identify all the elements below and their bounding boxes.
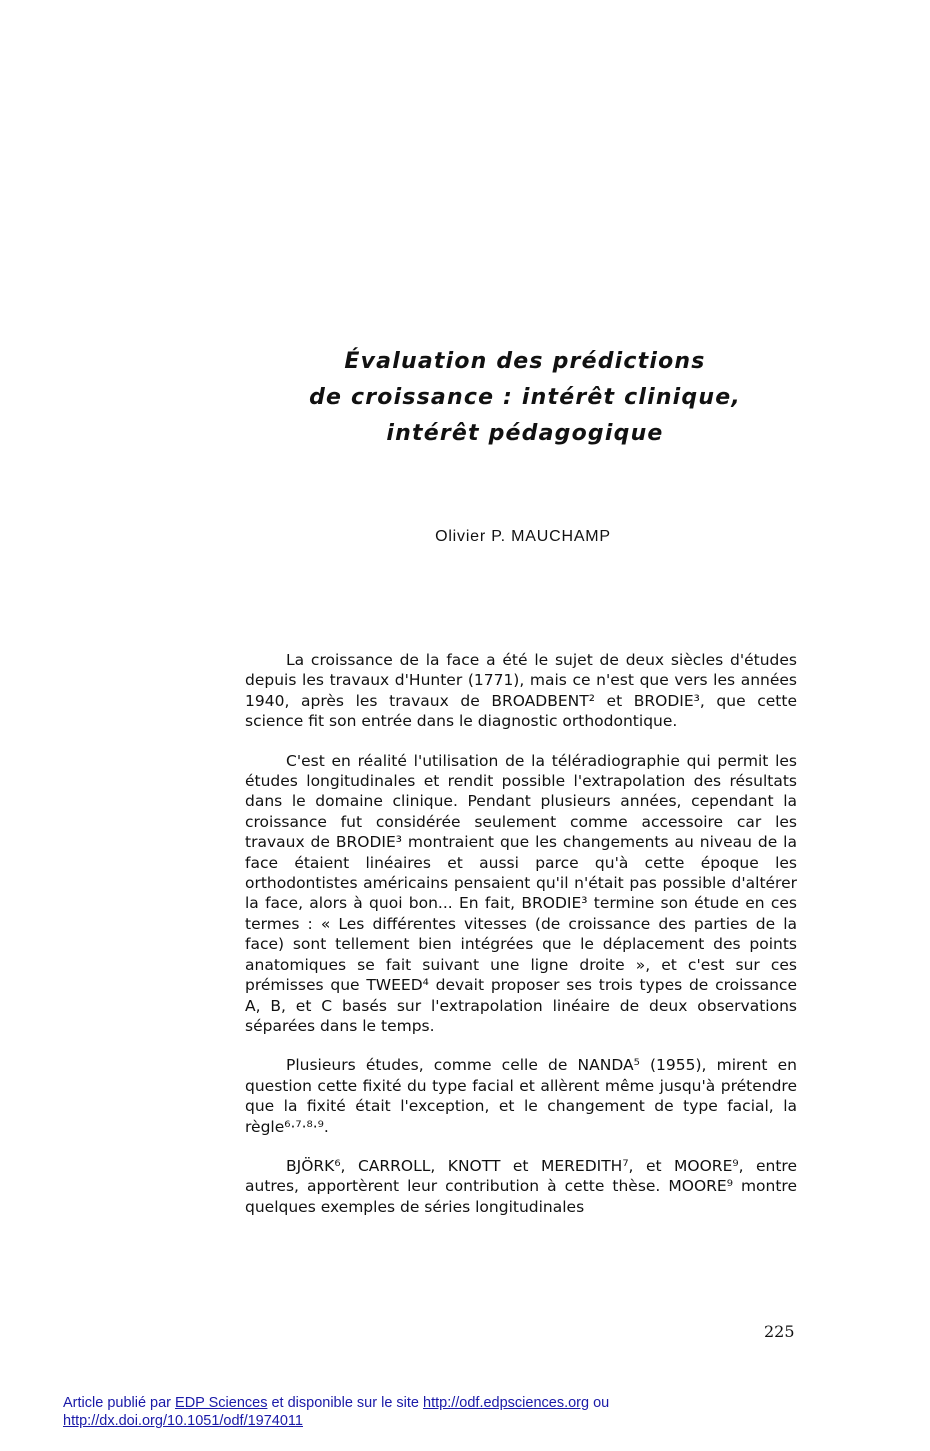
- footer-text-available: et disponible sur le site: [267, 1395, 424, 1411]
- paragraph-3: Plusieurs études, comme celle de NANDA⁵ (1955), mirent en question cette fixité du type facial et allèrent même jusqu'à prétendre que la fixité était l'exception, et le changement de type facial, la règle⁶·⁷·⁸·⁹.: [245, 1056, 797, 1136]
- title-line-1: Évaluation des prédictions: [344, 349, 706, 374]
- title-line-2: de croissance : intérêt clinique,: [309, 385, 741, 410]
- paragraph-4: BJÖRK⁶, CARROLL, KNOTT et MEREDITH⁷, et MOORE⁹, entre autres, apportèrent leur contribution à cette thèse. MOORE⁹ montre quelques exemples de séries longitudinales: [245, 1156, 797, 1216]
- author-name: Olivier P. MAUCHAMP: [435, 528, 611, 545]
- page-number: 225: [764, 1322, 795, 1341]
- publication-footer: [63, 1394, 609, 1430]
- odf-site-link[interactable]: http://odf.edpsciences.org: [423, 1395, 590, 1411]
- edp-sciences-link[interactable]: EDP Sciences: [175, 1395, 268, 1411]
- footer-text-published-by: Article publié par: [63, 1395, 176, 1411]
- article-title: [0, 344, 930, 452]
- title-line-3: intérêt pédagogique: [386, 421, 664, 446]
- paragraph-2: C'est en réalité l'utilisation de la téléradiographie qui permit les études longitudinales et rendit possible l'extrapolation des résultats dans le domaine clinique. Pendant plusieurs années, cependant la croissance fut considérée seulement comme accessoire car les travaux de BRODIE³ montraient que les changements au niveau de la face étaient linéaires et aussi parce qu'à cette époque les orthodontistes américains pensaient qu'il n'était pas possible d'altérer la face, alors à quoi bon... En fait, BRODIE³ termine son étude en ces termes : « Les différentes vitesses (de croissance des parties de la face) sont tellement bien intégrées que le déplacement des points anatomiques se fait suivant une ligne droite », et c'est sur ces prémisses que TWEED⁴ devait proposer ses trois types de croissance A, B, et C basés sur l'extrapolation linéaire de deux observations séparées dans le temps.: [245, 751, 797, 1035]
- article-body: [245, 650, 797, 1236]
- paragraph-1: La croissance de la face a été le sujet de deux siècles d'études depuis les travaux d'Hunter (1771), mais ce n'est que vers les années 1940, après les travaux de BROADBENT² et BRODIE³, que cette science fit son entrée dans le diagnostic orthodontique.: [245, 651, 797, 731]
- footer-text-or: ou: [589, 1395, 610, 1411]
- doi-link[interactable]: http://dx.doi.org/10.1051/odf/1974011: [63, 1413, 303, 1429]
